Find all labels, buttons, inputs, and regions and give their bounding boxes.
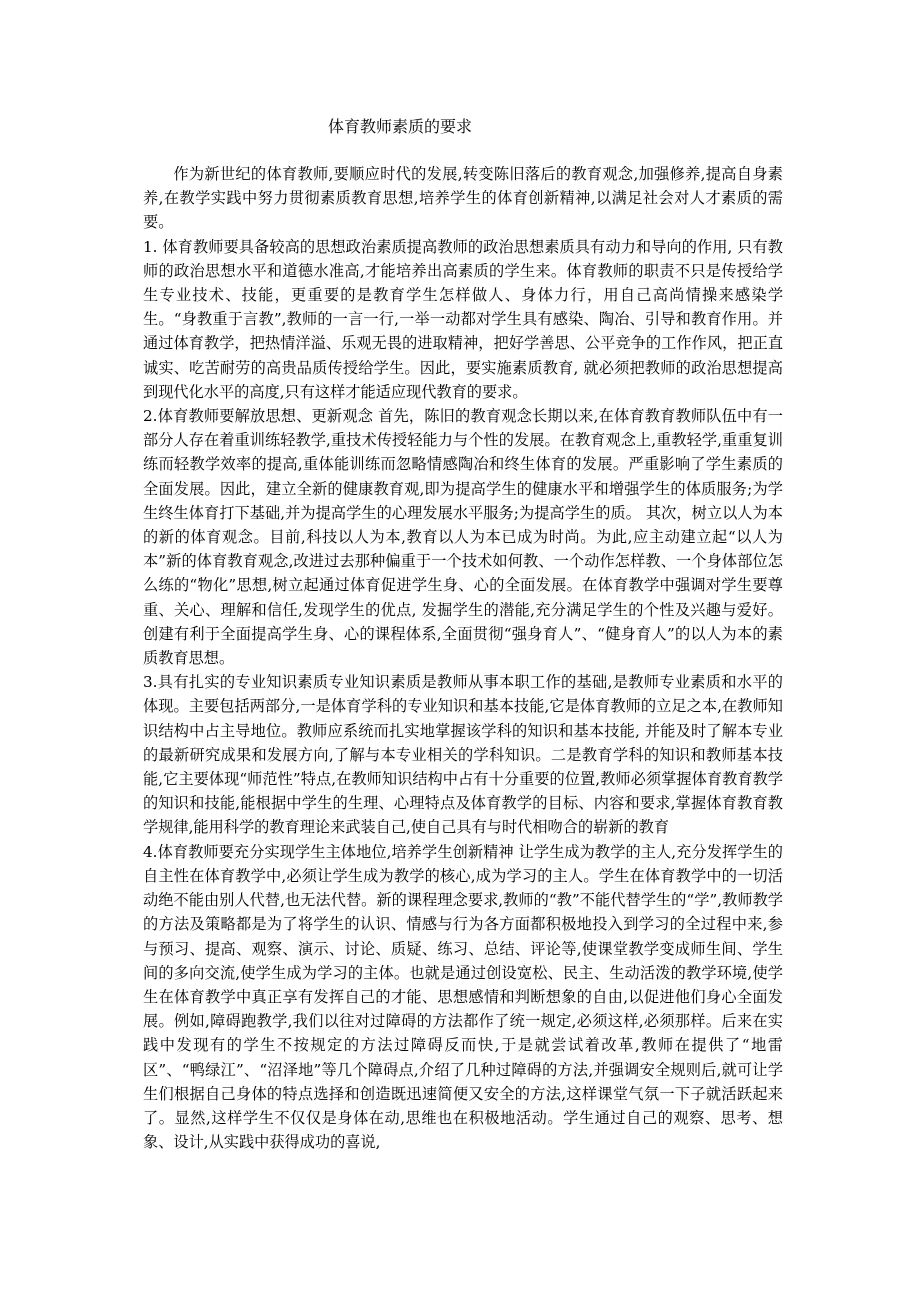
document-body xyxy=(143,162,783,1154)
paragraph-section-4: 4.体育教师要充分实现学生主体地位,培养学生创新精神 让学生成为教学的主人,充分发挥学生的自主性在体育教学中,必须让学生成为教学的核心,成为学习的主人。学生在体育教学中的一切活动绝不能由别人代替,也无法代替。新的课程理念要求,教师的“教”不能代替学生的“学”,教师教学的方法及策略都是为了将学生的认识、情感与行为各方面都积极地投入到学习的全过程中来,参与预习、提高、观察、演示、讨论、质疑、练习、总结、评论等,使课堂教学变成师生间、学生间的多向交流,使学生成为学习的主体。也就是通过创设宽松、民主、生动活泼的教学环境,使学生在体育教学中真正享有发挥自己的才能、思想感情和判断想象的自由,以促进他们身心全面发展。例如,障碍跑教学,我们以往对过障碍的方法都作了统一规定,必须这样,必须那样。后来在实践中发现有的学生不按规定的方法过障碍反而快,于是就尝试着改革,教师在提供了“地雷区”、“鸭绿江”、“沼泽地”等几个障碍点,介绍了几种过障碍的方法,并强调安全规则后,就可让学生们根据自己身体的特点选择和创造既迅速简便又安全的方法,这样课堂气氛一下子就活跃起来了。显然,这样学生不仅仅是身体在动,思维也在积极地活动。学生通过自己的观察、思考、想象、设计,从实践中获得成功的喜说, xyxy=(143,842,783,1152)
document-title: 体育教师素质的要求 xyxy=(328,117,473,136)
paragraph-section-1: 1. 体育教师要具备较高的思想政治素质提高教师的政治思想素质具有动力和导向的作用, 只有教师的政治思想水平和道德水准高,才能培养出高素质的学生来。体育教师的职责不只是传授给学生专业技术、技能，更重要的是教育学生怎样做人、身体力行，用自己高尚情操来感染学生。“身教重于言教”,教师的一言一行,一举一动都对学生具有感染、陶冶、引导和教育作用。并通过体育教学，把热情洋溢、乐观无畏的进取精神，把好学善思、公平竞争的工作作风，把正直诚实、吃苦耐劳的高贵品质传授给学生。因此，要实施素质教育, 就必须把教师的政治思想提高到现代化水平的高度,只有这样才能适应现代教育的要求。 xyxy=(143,237,783,401)
paragraph-section-2: 2.体育教师要解放思想、更新观念 首先，陈旧的教育观念长期以来,在体育教育教师队伍中有一部分人存在着重训练轻教学,重技术传授轻能力与个性的发展。在教育观念上,重教轻学,重重复训练而轻教学效率的提高,重体能训练而忽略情感陶冶和终生体育的发展。严重影响了学生素质的全面发展。因此，建立全新的健康教育观,即为提高学生的健康水平和增强学生的体质服务;为学生终生体育打下基础,并为提高学生的心理发展水平服务;为提高学生的质。 其次，树立以人为本的新的体育观念。目前,科技以人为本,教育以人为本已成为时尚。为此,应主动建立起“以人为本”新的体育教育观念,改进过去那种偏重于一个技术如何教、一个动作怎样教、一个身体部位怎么练的“物化”思想,树立起通过体育促进学生身、心的全面发展。在体育教学中强调对学生要尊重、关心、理解和信任,发现学生的优点, 发掘学生的潜能,充分满足学生的个性及兴趣与爱好。创建有利于全面提高学生身、心的课程体系,全面贯彻“强身育人”、“健身育人”的以人为本的素质教育思想。 xyxy=(143,407,783,668)
paragraph-section-3: 3.具有扎实的专业知识素质专业知识素质是教师从事本职工作的基础,是教师专业素质和水平的体现。主要包括两部分,一是体育学科的专业知识和基本技能,它是体育教师的立足之本,在教师知识结构中占主导地位。教师应系统而扎实地掌握该学科的知识和基本技能, 并能及时了解本专业的最新研究成果和发展方向,了解与本专业相关的学科知识。二是教育学科的知识和教师基本技能,它主要体现“师范性”特点,在教师知识结构中占有十分重要的位置,教师必须掌握体育教育教学的知识和技能,能根据中学生的生理、心理特点及体育教学的目标、内容和要求,掌握体育教育教学规律,能用科学的教育理论来武装自己,使自己具有与时代相吻合的崭新的教育 xyxy=(143,673,783,837)
paragraph-intro: 作为新世纪的体育教师,要顺应时代的发展,转变陈旧落后的教育观念,加强修养,提高自身素养,在教学实践中努力贯彻素质教育思想,培养学生的体育创新精神,以满足社会对人才素质的需要。 xyxy=(143,165,783,232)
